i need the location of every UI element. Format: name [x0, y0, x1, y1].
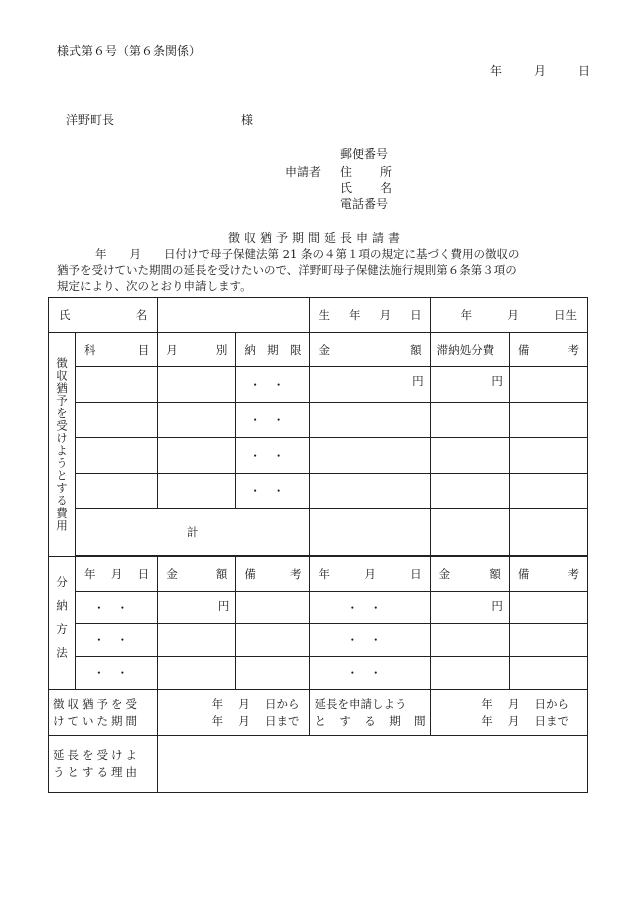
extension-period-from: 年 月 日から	[481, 696, 569, 711]
item-cell[interactable]	[76, 403, 158, 438]
body-line-1: 年 月 日付けで母子保健法第 21 条の４第１項の規定に基づく費用の徴収の	[95, 247, 520, 261]
inst-amount-cell[interactable]	[430, 657, 509, 690]
addressee: 洋野町長	[66, 113, 115, 127]
extension-period-label-line1: 延長を申請しよう	[314, 696, 407, 711]
deferred-row	[49, 403, 588, 438]
inst-date-cell[interactable]: ・・	[310, 592, 430, 624]
total-amount-cell[interactable]	[310, 509, 430, 556]
inst-amount-cell[interactable]	[430, 624, 509, 657]
inst-date-header-1: 年 月 日	[76, 557, 158, 592]
body-line-3: 規定により、次のとおり申請します。	[57, 279, 252, 293]
inst-remarks-header-2: 備 考	[509, 557, 587, 592]
due-date-cell[interactable]: ・・	[236, 403, 310, 438]
installment-row	[49, 624, 588, 657]
date-day-label: 日	[577, 64, 590, 78]
amount-cell[interactable]	[310, 438, 430, 474]
due-date-cell[interactable]: ・・	[236, 474, 310, 509]
extension-period-label-line2: と す る 期 間	[314, 713, 426, 728]
name-row	[49, 298, 588, 333]
name-label-spread: 氏 名	[59, 308, 148, 322]
inst-remarks-cell[interactable]	[509, 657, 587, 690]
address-label	[340, 165, 421, 179]
item-cell[interactable]	[76, 367, 158, 403]
document-title: 徴収猶予期間延長申請書	[228, 231, 405, 245]
col-penalty-header: 滞納処分費	[430, 333, 509, 367]
remarks-cell[interactable]	[509, 438, 587, 474]
month-cell[interactable]	[158, 403, 236, 438]
inst-remarks-cell[interactable]	[509, 592, 587, 624]
month-cell[interactable]	[158, 438, 236, 474]
extension-period-to: 年 月 日まで	[481, 713, 569, 728]
item-cell[interactable]	[76, 438, 158, 474]
inst-date-header-2: 年 月 日	[310, 557, 430, 592]
inst-date-cell[interactable]: ・・	[310, 657, 430, 690]
penalty-cell[interactable]: 円	[430, 367, 509, 403]
deferred-section-label	[49, 333, 76, 557]
date-line	[490, 65, 590, 77]
inst-remarks-header-1: 備 考	[236, 557, 310, 592]
deferred-header-row	[49, 333, 588, 367]
inst-amount-cell[interactable]: 円	[158, 592, 236, 624]
period-row	[49, 690, 588, 736]
due-date-cell[interactable]: ・・	[236, 438, 310, 474]
name-label-text: 氏名	[340, 181, 421, 195]
col-remarks-header: 備 考	[509, 333, 587, 367]
reason-input-cell[interactable]	[158, 736, 588, 793]
name-label	[340, 181, 421, 195]
date-year-label: 年	[490, 64, 503, 78]
remarks-cell[interactable]	[509, 403, 587, 438]
address-label-text: 住所	[340, 165, 421, 179]
postal-code-label: 郵便番号	[340, 147, 389, 161]
deferred-row	[49, 474, 588, 509]
col-amount-header: 金 額	[310, 333, 430, 367]
reason-row	[49, 736, 588, 793]
inst-remarks-cell[interactable]	[236, 592, 310, 624]
inst-remarks-cell[interactable]	[236, 624, 310, 657]
deferred-row	[49, 367, 588, 403]
inst-amount-header-1: 金 額	[158, 557, 236, 592]
installment-header-row	[49, 557, 588, 592]
item-cell[interactable]	[76, 474, 158, 509]
deferred-period-from: 年 月 日から	[211, 696, 300, 711]
remarks-cell[interactable]	[509, 474, 587, 509]
reason-label	[49, 736, 158, 793]
birth-value-cell[interactable]	[430, 298, 587, 333]
inst-date-cell[interactable]: ・・	[76, 657, 158, 690]
deferred-period-to: 年 月 日まで	[211, 713, 300, 728]
month-cell[interactable]	[158, 474, 236, 509]
inst-amount-cell[interactable]	[158, 624, 236, 657]
deferred-period-label-line2: けていた期間	[53, 713, 140, 728]
inst-date-cell[interactable]: ・・	[76, 592, 158, 624]
inst-date-cell[interactable]: ・・	[76, 624, 158, 657]
body-line-2: 猶予を受けていた期間の延長を受けたいので、洋野町母子保健法施行規則第６条第３項の	[57, 263, 517, 277]
penalty-cell[interactable]	[430, 474, 509, 509]
addressee-honorific: 様	[241, 113, 254, 127]
remarks-cell[interactable]	[509, 367, 587, 403]
deferred-row	[49, 438, 588, 474]
amount-cell[interactable]	[310, 474, 430, 509]
amount-cell[interactable]	[310, 403, 430, 438]
total-row	[49, 509, 588, 556]
total-label: 計	[76, 509, 310, 556]
col-month-header: 月 別	[158, 333, 236, 367]
deferred-period-label	[49, 690, 158, 736]
applicant-role-label: 申請者	[285, 165, 322, 179]
col-due-header: 納 期 限	[236, 333, 310, 367]
birth-value-spread: 年 月 日生	[460, 308, 577, 322]
deferred-section-text: 徴収猶予を受けようとする費用	[55, 357, 70, 532]
reason-label-line1: 延長を受けよ	[53, 748, 140, 762]
deferred-period-value[interactable]	[158, 690, 310, 736]
installment-row	[49, 592, 588, 624]
name-label-cell	[49, 298, 158, 333]
inst-date-cell[interactable]: ・・	[310, 624, 430, 657]
birth-label-spread: 生 年 月 日	[318, 308, 422, 322]
penalty-cell[interactable]	[430, 438, 509, 474]
penalty-cell[interactable]	[430, 403, 509, 438]
due-date-cell[interactable]: ・・	[236, 367, 310, 403]
application-table	[48, 297, 588, 793]
date-month-label: 月	[533, 64, 546, 78]
installment-row	[49, 657, 588, 690]
total-penalty-cell[interactable]	[430, 509, 509, 556]
inst-remarks-cell[interactable]	[509, 624, 587, 657]
inst-remarks-cell[interactable]	[236, 657, 310, 690]
extension-period-value[interactable]	[430, 690, 587, 736]
extension-period-label	[310, 690, 430, 736]
inst-amount-cell[interactable]	[158, 657, 236, 690]
phone-label: 電話番号	[340, 197, 389, 211]
inst-amount-header-2: 金 額	[430, 557, 509, 592]
installment-section-text: 分納方法	[55, 576, 70, 670]
total-remarks-cell[interactable]	[509, 509, 587, 556]
installment-section-label	[49, 557, 76, 690]
deferred-period-label-line1: 徴収猶予を受	[53, 696, 140, 711]
form-number: 様式第６号（第６条関係）	[57, 44, 202, 58]
col-item-header: 科 目	[76, 333, 158, 367]
inst-amount-cell[interactable]: 円	[430, 592, 509, 624]
name-input-cell[interactable]	[158, 298, 310, 333]
reason-label-line2: うとする理由	[53, 765, 140, 779]
birth-label-cell	[310, 298, 430, 333]
month-cell[interactable]	[158, 367, 236, 403]
amount-cell[interactable]: 円	[310, 367, 430, 403]
